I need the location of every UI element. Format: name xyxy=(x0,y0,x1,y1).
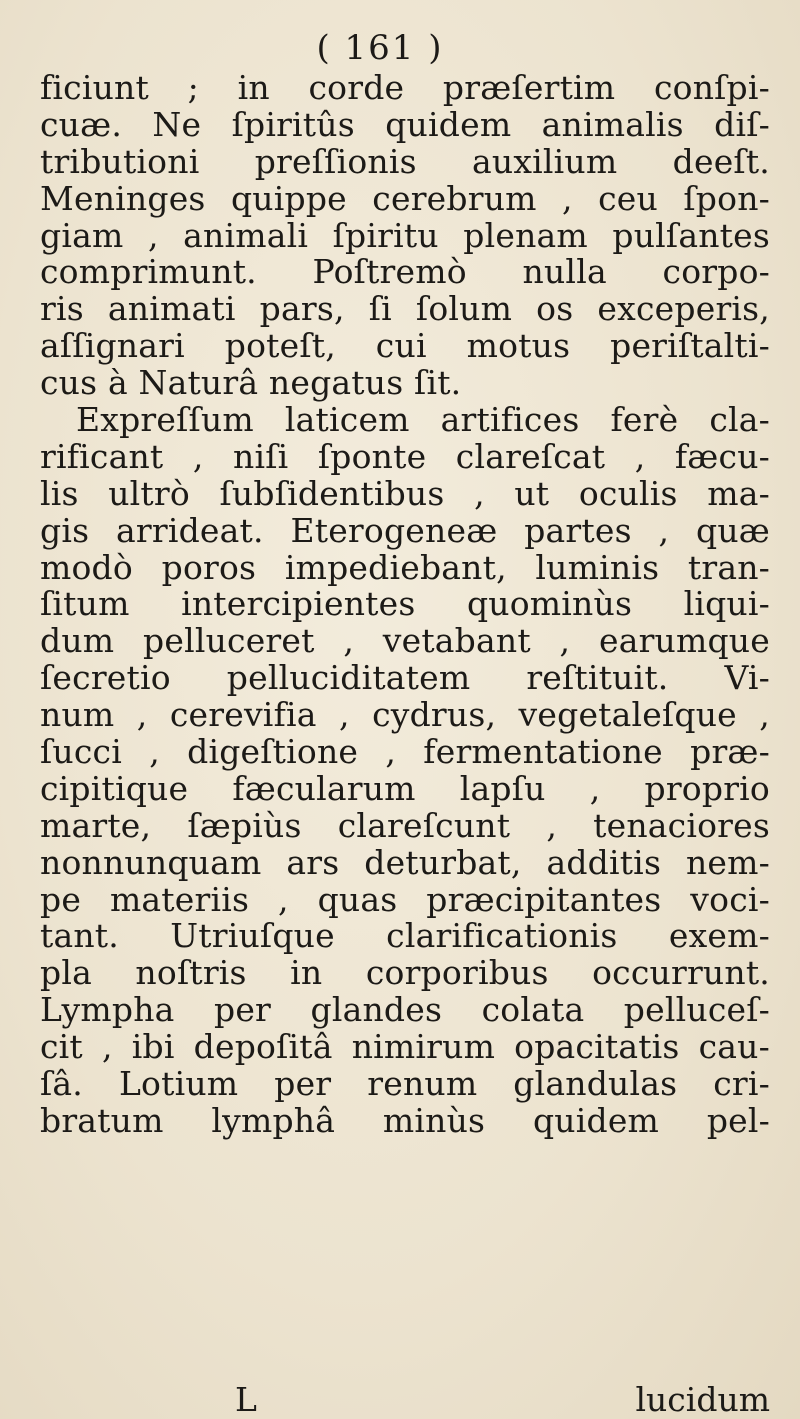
text-line: lis ultrò ſubſidentibus , ut oculis ma- xyxy=(40,473,770,513)
text-line: gis arrideat. Eterogeneæ partes , quæ xyxy=(40,510,770,550)
signature-mark: L xyxy=(235,1380,257,1419)
text-line: marte, ſæpiùs clareſcunt , tenaciores xyxy=(40,805,770,845)
text-line: ſâ. Lotium per renum glandulas cri- xyxy=(40,1064,770,1104)
text-line: Lympha per glandes colata pelluceſ- xyxy=(40,990,770,1030)
text-line: comprimunt. Poſtremò nulla corpo- xyxy=(40,252,770,292)
text-line: modò poros impediebant, luminis tran- xyxy=(40,547,770,587)
text-line: ſecretio pelluciditatem reſtituit. Vi- xyxy=(40,658,770,698)
text-line: ſitum intercipientes quominùs liqui- xyxy=(40,584,770,624)
paragraph-start-line: Expreſſum laticem artifices ferè cla- xyxy=(76,400,770,440)
text-line: Meninges quippe cerebrum , ceu ſpon- xyxy=(40,178,770,218)
text-line: ris animati pars, ſi ſolum os exceperis, xyxy=(40,289,770,329)
page-footer xyxy=(40,1382,770,1418)
text-line: num , cerevifia , cydrus, vegetaleſque , xyxy=(40,695,770,735)
catchword: lucidum xyxy=(635,1380,770,1419)
text-line: cuæ. Ne ſpiritûs quidem animalis diſ- xyxy=(40,104,770,144)
text-line: tributioni preſſionis auxilium deeſt. xyxy=(40,141,770,181)
text-line: rificant , niſi ſponte clareſcat , fæcu- xyxy=(40,436,770,476)
text-line: bratum lymphâ minùs quidem pel- xyxy=(40,1100,770,1140)
text-line: cit , ibi depoſitâ nimirum opacitatis cau- xyxy=(40,1027,770,1067)
text-line: pla noſtris in corporibus occurrunt. xyxy=(40,953,770,993)
text-line: pe materiis , quas præcipitantes voci- xyxy=(40,879,770,919)
page-number: ( 161 ) xyxy=(316,28,444,68)
text-line: aſſignari poteſt, cui motus periſtalti- xyxy=(40,326,770,366)
text-line: ficiunt ; in corde præſertim conſpi- xyxy=(40,68,770,107)
text-line: tant. Utriuſque clarificationis exem- xyxy=(40,916,770,956)
text-line: giam , animali ſpiritu plenam pulſantes xyxy=(40,215,770,255)
text-line: nonnunquam ars deturbat, additis nem- xyxy=(40,842,770,882)
text-line: dum pelluceret , vetabant , earumque xyxy=(40,621,770,661)
page-number-header xyxy=(0,28,800,68)
text-line: cus à Naturâ negatus ſit. xyxy=(40,363,462,403)
text-block xyxy=(40,70,770,1140)
text-line: cipitique fæcularum lapſu , proprio xyxy=(40,768,770,808)
text-line: ſucci , digeſtione , fermentatione præ- xyxy=(40,732,770,772)
